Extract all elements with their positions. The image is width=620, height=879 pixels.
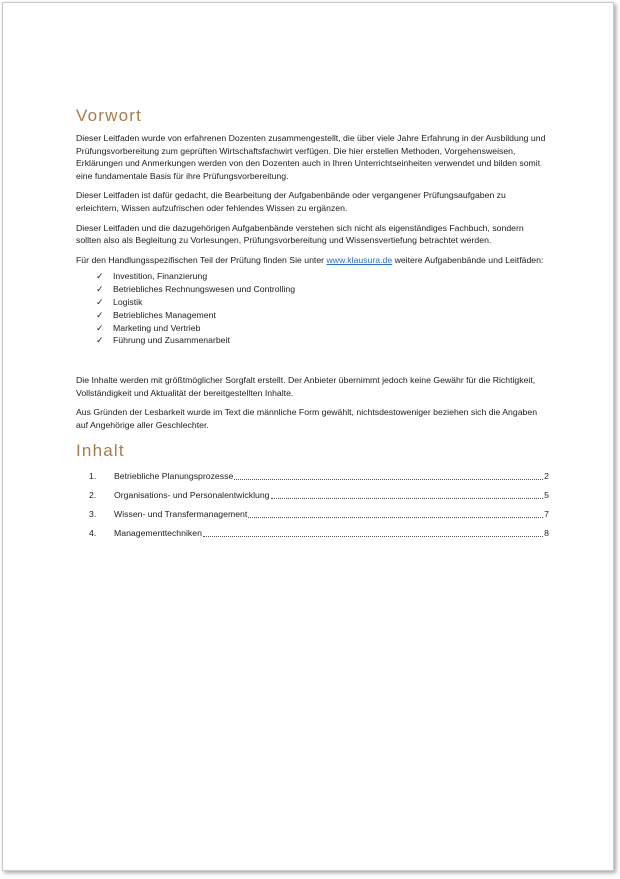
toc-entry-label: Wissen- und Transfermanagement [114, 508, 248, 519]
list-item [96, 322, 549, 335]
list-item [96, 309, 549, 322]
checkmark-icon: ✓ [96, 296, 104, 307]
toc-entry-page: 8 [544, 527, 549, 538]
foreword-paragraph-1: Dieser Leitfaden wurde von erfahrenen Dozenten zusammengestellt, die über viele Jahre Erfahrung in der Ausbildung und Prüfungsvorbereitung zum geprüften Wirtschaftsfachwirt verfügen. Die hier erstellen Methoden, Vorgehensweisen, Erklärungen und Anmerkungen werden von den Dozenten auch in Ihren Unterrichtseinheiten verwendet und bilden somit eine fundamentale Basis für ihre Prüfungsvorbereitung. [76, 133, 546, 181]
toc-entry-number: 3. [89, 508, 97, 519]
checkmark-icon: ✓ [96, 322, 104, 333]
list-item-label: Führung und Zusammenarbeit [113, 335, 230, 346]
toc-leader-dots [234, 478, 543, 480]
toc-entry[interactable] [76, 464, 549, 483]
checkmark-icon: ✓ [96, 309, 104, 320]
toc-entry-label: Organisations- und Personalentwicklung [114, 489, 270, 500]
list-item [96, 296, 549, 309]
list-item-label: Betriebliches Rechnungswesen und Controlling [113, 284, 296, 295]
toc-entry-label: Managementtechniken [114, 527, 202, 538]
toc-entry-number: 1. [89, 470, 97, 481]
list-item-label: Betriebliches Management [113, 309, 216, 320]
document-page [2, 2, 614, 871]
gender-note-paragraph: Aus Gründen der Lesbarkeit wurde im Text die männliche Form gewählt, nichtsdestoweniger beziehen sich die Angaben auf Angehörige aller Geschlechter. [76, 407, 538, 430]
page-content [76, 105, 549, 540]
toc-heading: Inhalt [76, 440, 125, 460]
guide-list [76, 270, 549, 347]
table-of-contents [76, 464, 549, 540]
foreword-paragraph-4-text: Für den Handlungsspezifischen Teil der Prüfung finden Sie unter [76, 254, 327, 265]
toc-entry-number: 2. [89, 489, 97, 500]
checkmark-icon: ✓ [96, 271, 104, 282]
toc-entry-page: 5 [544, 489, 549, 500]
toc-entry-page: 2 [544, 470, 549, 481]
checkmark-icon: ✓ [96, 335, 104, 346]
list-item [96, 334, 549, 347]
toc-leader-dots [271, 497, 544, 499]
list-item-label: Investition, Finanzierung [113, 271, 208, 282]
list-item-label: Marketing und Vertrieb [113, 322, 201, 333]
toc-leader-dots [203, 535, 543, 537]
foreword-paragraph-4-tail: weitere Aufgabenbände und Leitfäden: [392, 254, 544, 265]
foreword-paragraph-3: Dieser Leitfaden und die dazugehörigen Aufgabenbände verstehen sich nicht als eigenständiges Fachbuch, sondern sollten also als Begleitung zu Vorlesungen, Prüfungsvorbereitung und Wissensvertiefung betrachtet werden. [76, 222, 524, 246]
list-item-label: Logistik [113, 296, 143, 307]
checkmark-icon: ✓ [96, 284, 104, 295]
foreword-paragraph-2: Dieser Leitfaden ist dafür gedacht, die Bearbeitung der Aufgabenbände oder vergangener Prüfungsaufgaben zu erleichtern, Wissen aufzufrischen oder fehlendes Wissen zu ergänzen. [76, 190, 506, 213]
foreword-paragraph-4 [76, 254, 549, 267]
foreword-heading: Vorwort [76, 106, 143, 125]
toc-entry-label: Betriebliche Planungsprozesse [114, 470, 234, 481]
toc-entry[interactable] [76, 502, 549, 521]
toc-entry[interactable] [76, 521, 549, 540]
disclaimer-paragraph: Die Inhalte werden mit größtmöglicher Sorgfalt erstellt. Der Anbieter übernimmt jedoch keine Gewähr für die Richtigkeit, Vollständigkeit und Aktualität der bereitgestellten Inhalte. [76, 375, 536, 398]
toc-entry-page: 7 [544, 508, 549, 519]
list-item [96, 283, 549, 296]
klausura-link[interactable]: www.klausura.de [326, 254, 393, 265]
toc-entry[interactable] [76, 483, 549, 502]
toc-entry-number: 4. [89, 527, 97, 538]
list-item [96, 270, 549, 283]
toc-leader-dots [248, 516, 543, 518]
